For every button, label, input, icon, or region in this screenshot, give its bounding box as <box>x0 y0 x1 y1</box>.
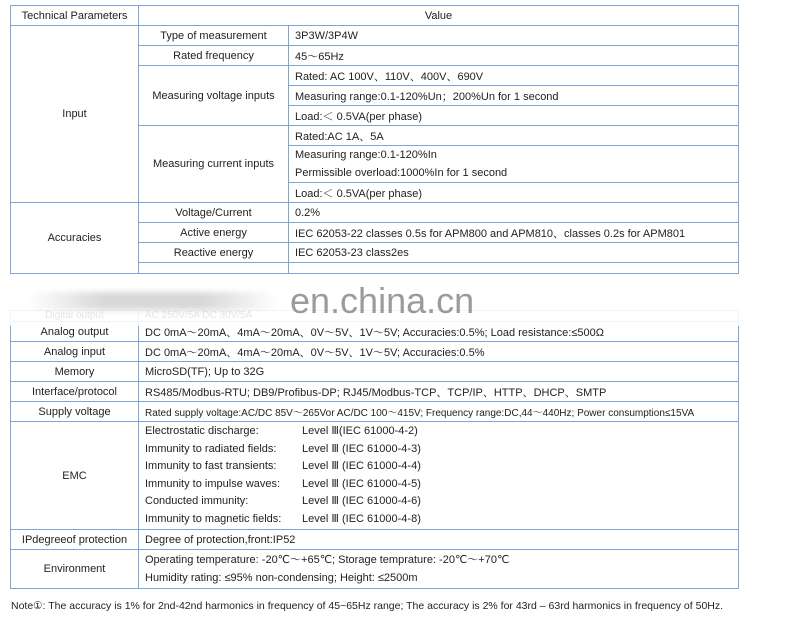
ip-value: Degree of protection,front:IP52 <box>139 530 739 550</box>
emc-item-level: Level Ⅲ (IEC 61000-4-4) <box>302 460 421 472</box>
emc-item-name: Immunity to fast transients: <box>145 460 277 472</box>
curr-load: Load:＜ 0.5VA(per phase) <box>289 183 739 203</box>
ae-label: Active energy <box>139 223 289 243</box>
freq-value: 45～65Hz <box>289 46 739 66</box>
analog-input-value: DC 0mA～20mA、4mA～20mA、0V～5V、1V～5V; Accuracies:0.5% <box>139 342 739 362</box>
ip-label: IPdegreeof protection <box>11 530 139 550</box>
blank-cell <box>289 263 739 274</box>
memory-value: MicroSD(TF); Up to 32G <box>139 362 739 382</box>
footnote-text: The accuracy is 1% for 2nd-42nd harmonics in frequency of 45~65Hz range; The accuracy is 2% for 43rd – 63rd harmonics in frequency of 50Hz. <box>48 600 724 612</box>
analog-input-label: Analog input <box>11 342 139 362</box>
freq-label: Rated frequency <box>139 46 289 66</box>
type-label: Type of measurement <box>139 26 289 46</box>
emc-item-level: Level Ⅲ (IEC 61000-4-3) <box>302 442 421 455</box>
curr-label: Measuring current inputs <box>139 126 289 203</box>
emc-item-name: Immunity to magnetic fields: <box>145 512 282 525</box>
ae-value: IEC 62053-22 classes 0.5s for APM800 and APM810、classes 0.2s for APM801 <box>289 223 739 243</box>
volt-load: Load:＜ 0.5VA(per phase) <box>289 106 739 126</box>
blurred-logo <box>28 292 278 310</box>
environment-line2: Humidity rating: ≤95% non-condensing; Height: ≤2500m <box>145 572 418 584</box>
emc-item-level: Level Ⅲ (IEC 61000-4-5) <box>302 477 421 490</box>
emc-item-name: Electrostatic discharge: <box>145 425 259 437</box>
footnote-prefix: Note①: <box>11 600 46 612</box>
emc-list <box>139 422 739 530</box>
curr-overload: Permissible overload:1000%In for 1 second <box>289 164 739 183</box>
interface-label: Interface/protocol <box>11 382 139 402</box>
environment-value <box>139 550 739 589</box>
watermark-band <box>0 276 792 326</box>
watermark-brand: en.china.cn <box>290 280 475 321</box>
re-value: IEC 62053-23 class2es <box>289 243 739 263</box>
emc-label: EMC <box>11 422 139 530</box>
header-value: Value <box>139 6 739 26</box>
volt-label: Measuring voltage inputs <box>139 66 289 126</box>
blank-cell <box>139 263 289 274</box>
supply-label: Supply voltage <box>11 402 139 422</box>
emc-item-name: Conducted immunity: <box>145 495 249 507</box>
accuracies-label: Accuracies <box>11 203 139 274</box>
analog-output-value: DC 0mA～20mA、4mA～20mA、0V～5V、1V～5V; Accuracies:0.5%; Load resistance:≤500Ω <box>139 322 739 342</box>
vc-label: Voltage/Current <box>139 203 289 223</box>
analog-output-label: Analog output <box>11 322 139 342</box>
re-label: Reactive energy <box>139 243 289 263</box>
volt-rated: Rated: AC 100V、110V、400V、690V <box>289 66 739 86</box>
memory-label: Memory <box>11 362 139 382</box>
emc-item-name: Immunity to radiated fields: <box>145 442 277 455</box>
supply-value: Rated supply voltage:AC/DC 85V～265Vor AC/DC 100～415V; Frequency range:DC,44～440Hz; Power consumption≤15VA <box>139 402 739 422</box>
environment-line1: Operating temperature: -20℃～+65℃; Storage temprature: -20℃～+70℃ <box>145 554 510 566</box>
type-value: 3P3W/3P4W <box>289 26 739 46</box>
emc-item-level: Level Ⅲ(IEC 61000-4-2) <box>302 425 418 437</box>
input-label: Input <box>11 26 139 203</box>
header-param: Technical Parameters <box>11 6 139 26</box>
curr-range: Measuring range:0.1-120%In <box>289 146 739 165</box>
emc-item-level: Level Ⅲ (IEC 61000-4-6) <box>302 495 421 507</box>
emc-item-name: Immunity to impulse waves: <box>145 477 281 490</box>
volt-range: Measuring range:0.1-120%Un；200%Un for 1 second <box>289 86 739 106</box>
emc-item-level: Level Ⅲ (IEC 61000-4-8) <box>302 512 421 525</box>
footnote <box>11 600 723 612</box>
interface-value: RS485/Modbus-RTU; DB9/Profibus-DP; RJ45/Modbus-TCP、TCP/IP、HTTP、DHCP、SMTP <box>139 382 739 402</box>
curr-rated: Rated:AC 1A、5A <box>289 126 739 146</box>
environment-label: Environment <box>11 550 139 589</box>
vc-value: 0.2% <box>289 203 739 223</box>
